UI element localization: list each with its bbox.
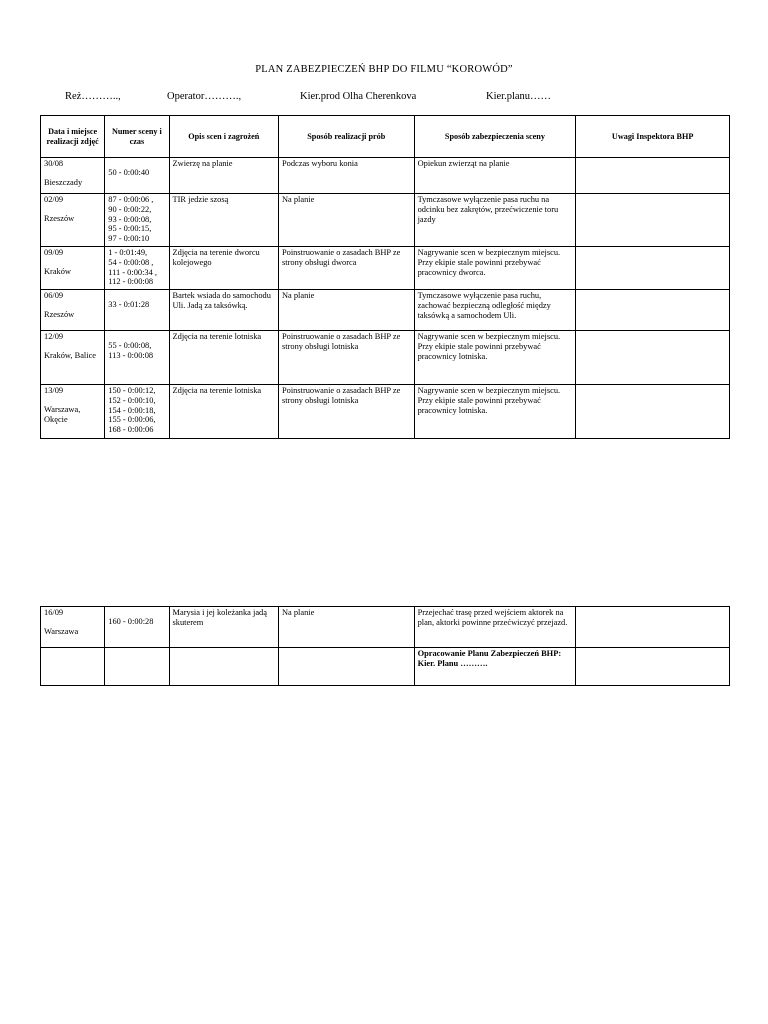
rehearsal-cell: Podczas wyboru konia [279,158,415,194]
description-cell: Marysia i jej koleżanka jadą skuterem [169,607,278,648]
shoot-date: 13/09 [44,386,64,395]
signature-empty-cell [169,648,278,686]
shoot-place: Kraków, Balice [44,350,97,360]
table-row [41,194,730,247]
scene-time: 90 - 0:00:22, [108,204,152,214]
safety-cell: Nagrywanie scen w bezpiecznym miejscu. Przy ekipie stale powinni przebywać pracownicy lotniska. [414,331,576,385]
shoot-place: Kraków [44,266,71,276]
description-cell: Bartek wsiada do samochodu Uli. Jadą za taksówką. [169,290,278,331]
scene-time: 97 - 0:00:10 [108,234,150,244]
signature-empty-cell [279,648,415,686]
date-place-cell [41,158,105,194]
table-row [41,158,730,194]
description-cell: Zwierzę na planie [169,158,278,194]
shoot-place: Warszawa, Okęcie [44,404,81,424]
description-cell: Zdjęcia na terenie dworcu kolejowego [169,247,278,290]
date-place-cell [41,194,105,247]
remarks-cell [576,385,730,439]
remarks-cell [576,290,730,331]
shoot-place: Bieszczady [44,177,83,187]
remarks-cell [576,194,730,247]
safety-cell: Przejechać trasę przed wejściem aktorek na plan, aktorki powinne przećwiczyć przejazd. [414,607,576,648]
shoot-date: 09/09 [44,248,64,257]
scene-number-cell [105,607,169,648]
table-row [41,385,730,439]
safety-plan-table [40,115,730,439]
rehearsal-cell: Poinstruowanie o zasadach BHP ze strony obsługi dworca [279,247,415,290]
signature-text: Opracowanie Planu Zabezpieczeń BHP: Kier. Planu ………. [414,648,576,686]
rehearsal-cell: Na planie [279,194,415,247]
scene-number-cell [105,385,169,439]
crew-operator: Operator………., [167,91,242,102]
scene-time: 111 - 0:00:34 , [108,267,157,277]
date-place-cell [41,331,105,385]
description-cell: TIR jedzie szosą [169,194,278,247]
scene-time: 155 - 0:00:06, [108,415,156,425]
header-rehearsal: Sposób realizacji prób [279,116,415,158]
header-date-place: Data i miejsce realizacji zdjęć [41,116,105,158]
table-row [41,607,730,648]
scene-time: 50 - 0:00:40 [108,168,150,177]
scene-time: 55 - 0:00:08, [108,341,152,350]
date-place-cell [41,607,105,648]
scene-number-cell [105,290,169,331]
table-row [41,247,730,290]
rehearsal-cell: Na planie [279,290,415,331]
safety-cell: Nagrywanie scen w bezpiecznym miejscu. Przy ekipie stale powinni przebywać pracownicy dworca. [414,247,576,290]
signature-empty-cell [576,648,730,686]
header-remarks: Uwagi Inspektora BHP [576,116,730,158]
table-row [41,331,730,385]
scene-time: 1 - 0:01:49, [108,248,148,257]
scene-time: 54 - 0:00:08 , [108,257,154,267]
shoot-date: 16/09 [44,608,64,617]
safety-cell: Tymczasowe wyłączenie pasa ruchu na odcinku bez zakrętów, przećwiczenie toru jazdy [414,194,576,247]
remarks-cell [576,331,730,385]
crew-plan-manager: Kier.planu…… [486,91,552,102]
header-scene-number: Numer sceny i czas [105,116,169,158]
shoot-date: 02/09 [44,195,64,204]
shoot-place: Warszawa [44,626,79,636]
scene-time: 150 - 0:00:12, [108,386,156,395]
document-title: PLAN ZABEZPIECZEŃ BHP DO FILMU “KOROWÓD” [255,64,513,75]
scene-time: 113 - 0:00:08 [108,350,154,360]
remarks-cell [576,247,730,290]
signature-row [41,648,730,686]
scene-time: 33 - 0:01:28 [108,300,150,309]
scene-number-cell [105,331,169,385]
date-place-cell [41,385,105,439]
rehearsal-cell: Na planie [279,607,415,648]
scene-time: 93 - 0:00:08, [108,214,152,224]
scene-time: 95 - 0:00:15, [108,224,152,234]
remarks-cell [576,158,730,194]
date-place-cell [41,247,105,290]
scene-time: 154 - 0:00:18, [108,405,156,415]
header-safety: Sposób zabezpieczenia sceny [414,116,576,158]
shoot-date: 12/09 [44,332,64,341]
date-place-cell [41,290,105,331]
signature-empty-cell [105,648,169,686]
rehearsal-cell: Poinstruowanie o zasadach BHP ze strony obsługi lotniska [279,331,415,385]
shoot-place: Rzeszów [44,213,75,223]
scene-time: 112 - 0:00:08 [108,277,154,287]
scene-time: 160 - 0:00:28 [108,617,154,626]
scene-time: 168 - 0:00:06 [108,425,154,435]
safety-plan-table-continued [40,606,730,686]
header-description: Opis scen i zagrożeń [169,116,278,158]
remarks-cell [576,607,730,648]
crew-director: Reż……….., [65,91,121,102]
shoot-place: Rzeszów [44,309,75,319]
shoot-date: 06/09 [44,291,64,300]
scene-time: 152 - 0:00:10, [108,395,156,405]
safety-cell: Tymczasowe wyłączenie pasa ruchu, zachować bezpieczną odległość między taksówką a samochodem Uli. [414,290,576,331]
rehearsal-cell: Poinstruowanie o zasadach BHP ze strony obsługi lotniska [279,385,415,439]
scene-number-cell [105,158,169,194]
scene-time: 87 - 0:00:06 , [108,195,154,204]
scene-number-cell [105,247,169,290]
table-header-row [41,116,730,158]
description-cell: Zdjęcia na terenie lotniska [169,385,278,439]
table-row [41,290,730,331]
crew-producer: Kier.prod Olha Cherenkova [300,91,417,102]
safety-cell: Nagrywanie scen w bezpiecznym miejscu. Przy ekipie stale powinni przebywać pracownicy lotniska. [414,385,576,439]
safety-cell: Opiekun zwierząt na planie [414,158,576,194]
shoot-date: 30/08 [44,159,64,168]
scene-number-cell [105,194,169,247]
signature-empty-cell [41,648,105,686]
description-cell: Zdjęcia na terenie lotniska [169,331,278,385]
